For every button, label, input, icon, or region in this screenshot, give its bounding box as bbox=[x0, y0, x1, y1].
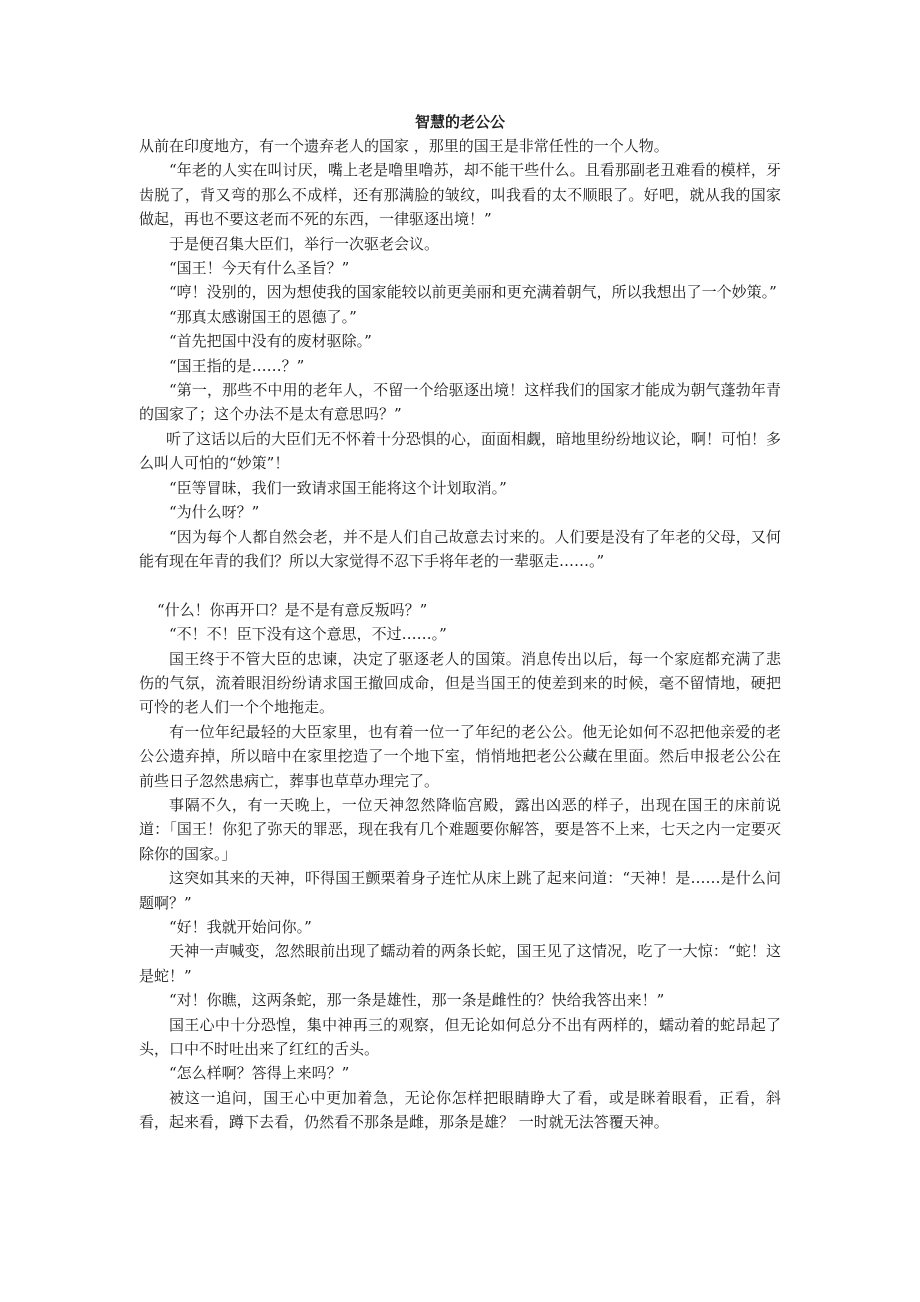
document-page bbox=[139, 110, 781, 1135]
paragraph: “首先把国中没有的废材驱除。” bbox=[169, 332, 372, 351]
paragraph: “那真太感谢国王的恩德了。” bbox=[169, 307, 357, 326]
paragraph: “对！你瞧，这两条蛇，那一条是雄性，那一条是雌性的？快给我答出来！” bbox=[169, 991, 665, 1010]
paragraph: 于是便召集大臣们，举行一次驱老会议。 bbox=[169, 234, 440, 253]
paragraph: 天神一声喊变，忽然眼前出现了蠕动着的两条长蛇，国王见了这情况，吃了一大惊：“蛇！这是蛇！” bbox=[139, 942, 781, 985]
paragraph-spacer bbox=[139, 573, 781, 597]
paragraph: 这突如其来的天神，吓得国王颤栗着身子连忙从床上跳了起来问道：“天神！是……是什么问题啊？” bbox=[139, 869, 781, 912]
paragraph: 从前在印度地方，有一个遗弃老人的国家 ，那里的国王是非常任性的一个人物。 bbox=[139, 137, 669, 155]
paragraph: 有一位年纪最轻的大臣家里，也有着一位一了年纪的老公公。他无论如何不忍把他亲爱的老公公遗弃掉，所以暗中在家里挖造了一个地下室，悄悄地把老公公藏在里面。然后申报老公公在前些日子忽然患病亡，葬事也草草办理完了。 bbox=[139, 722, 781, 790]
paragraph: “国王！今天有什么圣旨？” bbox=[169, 259, 350, 278]
paragraph: “为什么呀？” bbox=[169, 503, 260, 522]
paragraph: 被这一追问，国王心中更加着急，无论你怎样把眼睛睁大了看，或是眯着眼看，正看，斜看，起来看，蹲下去看，仍然看不那条是雌，那条是雄？ 一时就无法答覆天神。 bbox=[139, 1088, 781, 1132]
paragraph: 国王终于不管大臣的忠谏，决定了驱逐老人的国策。消息传出以后，每一个家庭都充满了悲伤的气氛，流着眼泪纷纷请求国王撤回成命，但是当国王的使差到来的时候，毫不留情地，硬把可怜的老人们一个个地拖走。 bbox=[139, 649, 781, 717]
paragraph: “因为每个人都自然会老，并不是人们自己故意去讨来的。人们要是没有了年老的父母，又何能有现在年青的我们？所以大家觉得不忍下手将年老的一辈驱走……。” bbox=[139, 527, 781, 570]
paragraph: “不！不！臣下没有这个意思，不过……。” bbox=[169, 625, 447, 644]
paragraph: “什么！你再开口？是不是有意反叛吗？” bbox=[157, 600, 428, 619]
paragraph: 事隔不久，有一天晚上，一位天神忽然降临宫殿，露出凶恶的样子，出现在国王的床前说道：「国王！你犯了弥天的罪恶，现在我有几个难题要你解答，要是答不上来，七天之内一定要灭除你的国家。」 bbox=[139, 795, 781, 863]
paragraph: “好！我就开始问你。” bbox=[169, 917, 312, 936]
paragraph: “怎么样啊？答得上来吗？” bbox=[169, 1064, 350, 1083]
paragraph: 听了这话以后的大臣们无不怀着十分恐惧的心，面面相觑，暗地里纷纷地议论，啊！可怕！多么叫人可怕的“妙策”！ bbox=[139, 429, 782, 473]
paragraph: “年老的人实在叫讨厌，嘴上老是噜里噜苏，却不能干些什么。且看那副老丑难看的模样，牙齿脱了，背又弯的那么不成样，还有那满脸的皱纹，叫我看的太不顺眼了。好吧，就从我的国家做起，再也不要这老而不死的东西，一律驱逐出境！” bbox=[139, 161, 781, 229]
document-title: 智慧的老公公 bbox=[414, 113, 505, 131]
paragraph: “臣等冒昧，我们一致请求国王能将这个计划取消。” bbox=[169, 478, 507, 497]
paragraph: “国王指的是……？” bbox=[169, 356, 305, 375]
paragraph: “第一，那些不中用的老年人，不留一个给驱逐出境！这样我们的国家才能成为朝气蓬勃年青的国家了；这个办法不是太有意思吗？” bbox=[139, 381, 781, 424]
paragraph: 国王心中十分恐惶，集中神再三的观察，但无论如何总分不出有两样的，蠕动着的蛇昂起了头，口中不时吐出来了红红的舌头。 bbox=[139, 1015, 781, 1059]
paragraph: “哼！没别的，因为想使我的国家能较以前更美丽和更充满着朝气，所以我想出了一个妙策。” bbox=[169, 283, 777, 302]
